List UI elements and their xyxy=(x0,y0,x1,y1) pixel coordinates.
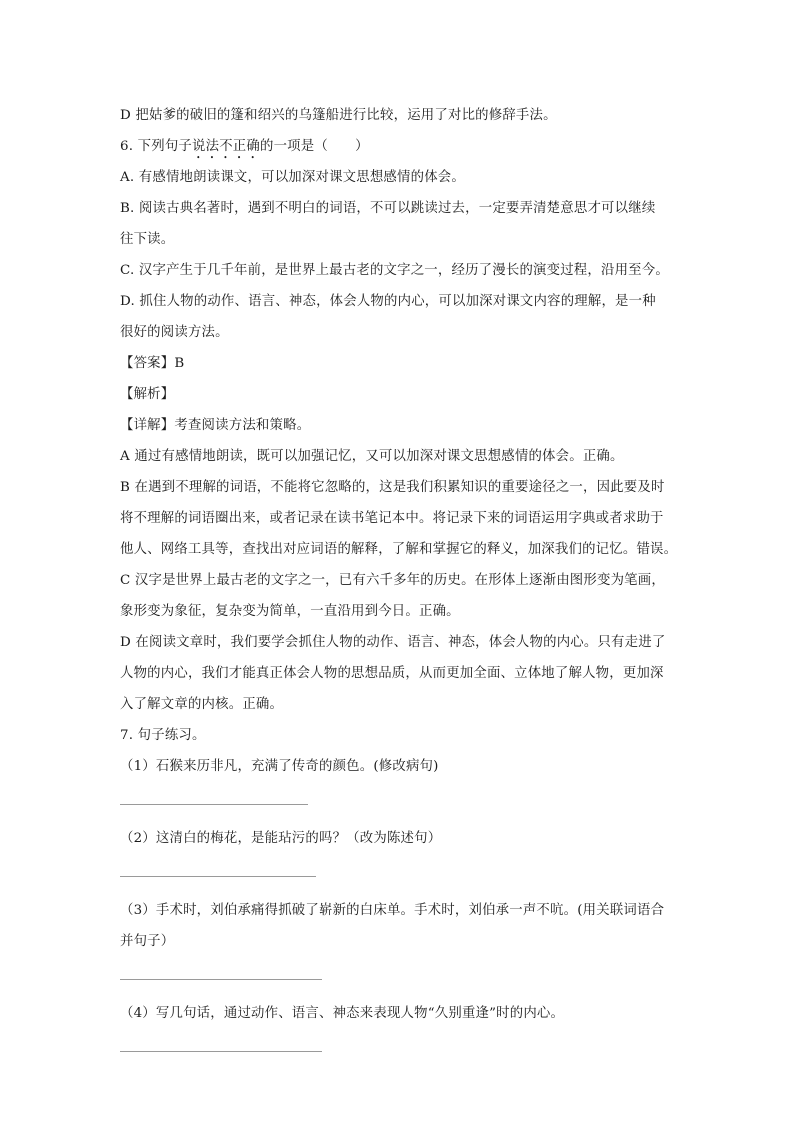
explanation-d-line-1: D 在阅读文章时，我们要学会抓住人物的动作、语言、神态，体会人物的内心。只有走进了 xyxy=(120,635,666,650)
explanation-c-line-2: 象形变为象征，复杂变为简单，一直沿用到今日。正确。 xyxy=(120,604,460,619)
option-c xyxy=(120,255,676,286)
option-label: A. xyxy=(120,170,135,185)
option-d-line-2: 很好的阅读方法。 xyxy=(120,325,229,340)
option-text: 有感情地朗读课文，可以加深对课文思想感情的体会。 xyxy=(138,170,465,185)
q7-item-1: （1）石猴来历非凡，充满了传奇的颜色。(修改病句) xyxy=(120,759,439,774)
option-a xyxy=(120,162,676,193)
option-b-line-1 xyxy=(120,193,676,224)
explanation-b-line-2: 将不理解的词语圈出来，或者记录在读书笔记本中。将记录下来的词语运用字典或者求助于 xyxy=(120,511,664,526)
option-text: 汉字产生于几千年前，是世界上最古老的文字之一，经历了漫长的演变过程，沿用至今。 xyxy=(138,263,669,278)
explanation-c-line-1: C 汉字是世界上最古老的文字之一，已有六千多年的历史。在形体上逐渐由图形变为笔画， xyxy=(120,573,665,588)
explanation-d-line-2: 人物的内心，我们才能真正体会人物的思想品质，从而更加全面、立体地了解人物，更加深 xyxy=(120,666,664,681)
question-6-stem xyxy=(120,131,676,162)
option-label: D. xyxy=(120,294,135,309)
explanation-a: A 通过有感情地朗读，既可以加强记忆，又可以加深对课文思想感情的体会。正确。 xyxy=(120,449,624,464)
stem-text-tail: 的一项是（ ） xyxy=(259,139,369,154)
explanation-d-line-3: 入了解文章的内核。正确。 xyxy=(120,697,284,712)
detail-intro: 考查阅读方法和策略。 xyxy=(174,418,311,433)
option-d-line-1 xyxy=(120,286,676,317)
answer xyxy=(120,348,676,379)
previous-option-d: D 把姑爹的破旧的篷和绍兴的乌篷船进行比较，运用了对比的修辞手法。 xyxy=(120,108,557,123)
document-content xyxy=(120,100,676,1052)
option-text: 阅读古典名著时，遇到不明白的词语，不可以跳读过去，一定要弄清楚意思才可以继续 xyxy=(138,201,656,216)
option-label: B. xyxy=(120,201,135,216)
answer-value: B xyxy=(174,356,185,371)
option-b-line-2: 往下读。 xyxy=(120,232,175,247)
q7-item-3-line-1: （3）手术时，刘伯承痛得抓破了崭新的白床单。手术时，刘伯承一声不吭。(用关联词语合 xyxy=(120,903,665,918)
explanation-b-line-1: B 在遇到不理解的词语，不能将它忽略的，这是我们积累知识的重要途径之一，因此要及时 xyxy=(120,480,665,495)
answer-line-4[interactable] xyxy=(120,1051,322,1052)
stem-emphasis: 说法不正确 xyxy=(192,139,260,154)
question-7-title: 7. 句子练习。 xyxy=(120,728,206,743)
stem-text: 下列句子 xyxy=(137,139,193,154)
q7-item-2: （2）这清白的梅花，是能玷污的吗？（改为陈述句） xyxy=(120,831,442,846)
answer-tag: 【答案】 xyxy=(120,356,175,371)
detail-tag: 【详解】 xyxy=(120,418,175,433)
detail xyxy=(120,410,676,441)
q7-item-3-line-2: 并句子） xyxy=(120,934,175,949)
q7-item-4: （4）写几句话，通过动作、语言、神态来表现人物“久别重逢”时的内心。 xyxy=(120,1006,565,1021)
question-number: 6. xyxy=(120,139,134,154)
option-label: C. xyxy=(120,263,135,278)
analysis-tag: 【解析】 xyxy=(120,387,175,402)
explanation-b-line-3: 他人、网络工具等，查找出对应词语的解释，了解和掌握它的释义，加深我们的记忆。错误。 xyxy=(120,542,678,557)
option-text: 抓住人物的动作、语言、神态，体会人物的内心，可以加深对课文内容的理解，是一种 xyxy=(139,294,656,309)
